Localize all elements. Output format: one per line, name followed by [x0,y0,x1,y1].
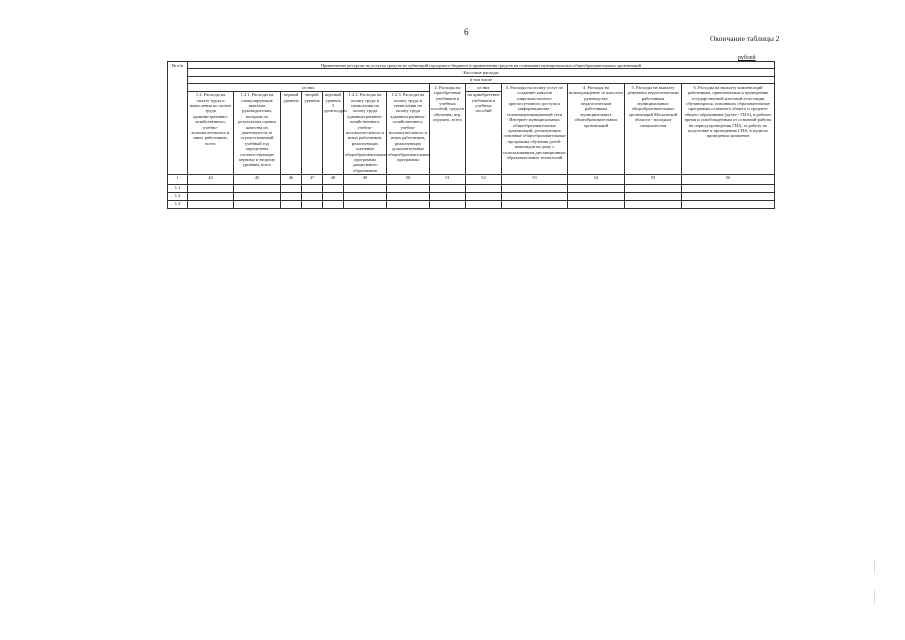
table-cell [188,184,234,192]
table-cell [625,184,682,192]
header-col-48: верхний уровень 3 уров.подраз [323,91,344,174]
row-label: 1.3 [168,200,188,208]
table-cell [682,192,775,200]
table-cell [466,184,502,192]
of-them-header: из них [188,84,430,91]
table-cell [281,184,302,192]
table-cell [430,184,466,192]
header-col-51: 2. Расходы на приобретение учебников и учебных пособий, средств обучения, игр, игрушек, всего [430,84,466,175]
header-col-47: второй уровень [302,91,323,174]
table-cell [344,200,387,208]
col-number: 56 [682,174,775,184]
header-col-45: 1.2.1. Расходы на стимулирующие выплаты руководителям, которым по результатам оценки качества их деятельности за осуществляемый учебный год определены соответствующие первому и второму уровням, всего [234,91,281,174]
table-cell [302,184,323,192]
table-top-header: Привлечение ресурсов на услугах средств из субвенций городского бюджета и привлечения средств на основании муниципальных общеобразовательных организаций [188,62,775,69]
table-cell [625,192,682,200]
table-cell [234,200,281,208]
header-col-50: 1.2.3. Расходы на оплату труда и начисления на оплату труда административно-хозяйственного, учебно-вспомогательного и иных работников, реализующих дополнительные общеобразовательные программы [387,91,430,174]
col-number: 54 [568,174,625,184]
table-cell [281,192,302,200]
page-number: 6 [464,27,469,37]
including-header: в том числе [188,76,775,83]
unit-label: рублей [738,55,756,61]
table-cell [188,192,234,200]
table-cell [682,200,775,208]
column-number-row [168,174,775,184]
table-cell [466,192,502,200]
table-cell [281,200,302,208]
table-cell [430,192,466,200]
col-number: 44 [188,174,234,184]
table-cell [302,200,323,208]
table-cell [387,192,430,200]
header-col-44: 1.2. Расходы на оплату труда и начисления по оплате труда административно-хозяйственного, учебно-вспомогательного и иных работников, всего [188,91,234,174]
header-col-52: на приобретение учебников и учебных пособий [466,91,502,174]
header-col-46: первый уровень [281,91,302,174]
table-cell [387,184,430,192]
table-cell [568,192,625,200]
col-number: 49 [344,174,387,184]
table-cell [302,192,323,200]
table-cell [387,200,430,208]
budget-table [167,61,775,209]
col-number: 1 [168,174,188,184]
table-cell [188,200,234,208]
col-number: 48 [323,174,344,184]
col-number: 52 [466,174,502,184]
table-cell [502,184,568,192]
col-number: 47 [302,174,323,184]
of-them-header-2: из них [466,84,502,91]
table-cell [568,184,625,192]
header-col-54: 4. Расходы на вознаграждение за классное руководство педагогическим работникам муниципальных общеобразовательных организаций [568,84,625,175]
row-label: 1.1 [168,184,188,192]
table-row [168,192,775,200]
table-row [168,184,775,192]
row-number-header: № п/п [168,62,188,175]
col-number: 45 [234,174,281,184]
table-continuation-label: Окончание таблицы 2 [710,34,780,43]
table-cell [323,200,344,208]
table-cell [344,184,387,192]
table-cell [682,184,775,192]
table-cell [323,192,344,200]
col-number: 53 [502,174,568,184]
table-cell [323,184,344,192]
header-col-56: 6. Расходы на выплату компенсаций работникам, привлекаемым к проведению государственной итоговой аттестации обучающихся, освоивших образовательные программы основного общего и среднего общего образования (далее - ГИА), в рабочее время и освобожденным от основной работы на период проведения ГИА, за работу по подготовке и проведению ГИА, в пунктах проведения экзаменов [682,84,775,175]
table-cell [625,200,682,208]
row-label: 1.2 [168,192,188,200]
header-col-55: 5. Расходы на выплату денежных педагогическим работникам муниципальных общеобразовательных организаций Московской области - молодым специалистам [625,84,682,175]
scan-artifact [874,560,875,574]
table-cell [234,184,281,192]
col-number: 55 [625,174,682,184]
scan-artifact [874,590,875,604]
table-cell [502,200,568,208]
table-cell [502,192,568,200]
table-cell [466,200,502,208]
col-number: 46 [281,174,302,184]
cash-expenses-header: Кассовые расходы [188,69,775,76]
table-cell [234,192,281,200]
header-col-49: 1.2.2. Расходы на оплату труда и начисления на оплату труда административно-хозяйственного, учебно-вспомогательного и иных работников, реализующих основные общеобразовательные программы дошкольного образования [345,92,388,173]
table-cell [568,200,625,208]
header-col-53: 3. Расходы на оплату услуг по созданию каналов широкополосного круглосуточного доступа к информационно-телекоммуникационной сети Интернет муниципальных общеобразовательных организаций, реализующих основные общеобразовательные программы обучения детей-инвалидов на дому с использованием дистанционных образовательных технологий [502,84,568,175]
col-number: 50 [387,174,430,184]
col-number: 51 [430,174,466,184]
table-cell [430,200,466,208]
table-cell [344,192,387,200]
table-row [168,200,775,208]
